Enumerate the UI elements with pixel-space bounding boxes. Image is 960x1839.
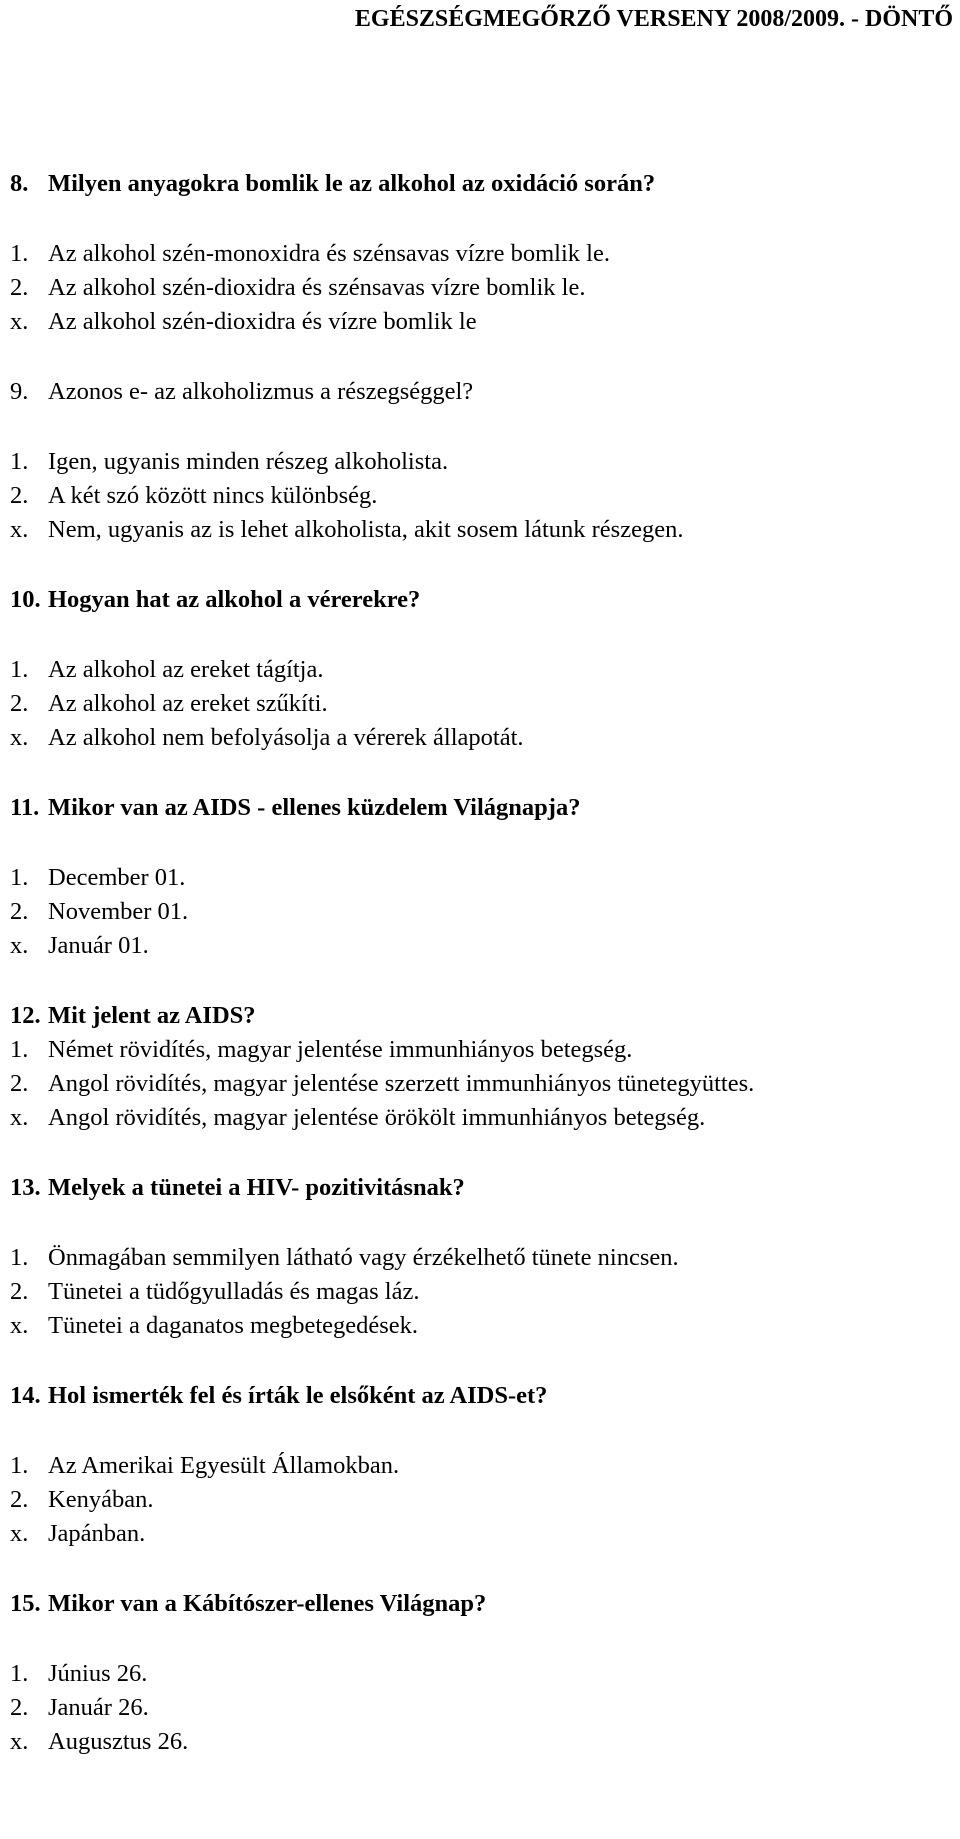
question-number: 14. xyxy=(10,1382,41,1409)
answer-key: 1. xyxy=(10,864,29,891)
answer-key: 1. xyxy=(10,448,29,475)
answer-8-x xyxy=(10,308,477,336)
answer-12-x xyxy=(10,1104,705,1132)
answer-text: Január 01. xyxy=(48,932,149,959)
question-10 xyxy=(10,586,420,614)
answer-15-1 xyxy=(10,1660,147,1688)
answer-key: 1. xyxy=(10,1244,29,1271)
answer-text: Az alkohol szén-dioxidra és szénsavas vízre bomlik le. xyxy=(48,274,586,301)
answer-9-x xyxy=(10,516,683,544)
answer-text: Angol rövidítés, magyar jelentése örökölt immunhiányos betegség. xyxy=(48,1104,706,1131)
answer-key: 1. xyxy=(10,656,29,683)
question-12 xyxy=(10,1002,256,1030)
answer-12-2 xyxy=(10,1070,754,1098)
answer-key: x. xyxy=(10,1728,29,1755)
answer-key: x. xyxy=(10,932,29,959)
answer-10-x xyxy=(10,724,524,752)
answer-13-x xyxy=(10,1312,418,1340)
answer-key: 2. xyxy=(10,482,29,509)
question-number: 15. xyxy=(10,1590,41,1617)
question-text: Hol ismerték fel és írták le elsőként az AIDS-et? xyxy=(48,1382,548,1409)
question-text: Milyen anyagokra bomlik le az alkohol az oxidáció során? xyxy=(48,170,656,197)
answer-text: December 01. xyxy=(48,864,186,891)
answer-key: x. xyxy=(10,516,29,543)
question-number: 8. xyxy=(10,170,29,197)
answer-key: x. xyxy=(10,308,29,335)
question-text: Melyek a tünetei a HIV- pozitivitásnak? xyxy=(48,1174,465,1201)
question-13 xyxy=(10,1174,465,1202)
answer-text: Igen, ugyanis minden részeg alkoholista. xyxy=(48,448,449,475)
question-number: 12. xyxy=(10,1002,41,1029)
answer-8-2 xyxy=(10,274,585,302)
answer-text: Japánban. xyxy=(48,1520,146,1547)
answer-11-x xyxy=(10,932,149,960)
answer-8-1 xyxy=(10,240,610,268)
answer-9-1 xyxy=(10,448,448,476)
answer-key: x. xyxy=(10,724,29,751)
answer-text: Német rövidítés, magyar jelentése immunhiányos betegség. xyxy=(48,1036,633,1063)
answer-text: Angol rövidítés, magyar jelentése szerzett immunhiányos tünetegyüttes. xyxy=(48,1070,755,1097)
answer-text: Önmagában semmilyen látható vagy érzékelhető tünete nincsen. xyxy=(48,1244,679,1271)
answer-text: Az alkohol az ereket szűkíti. xyxy=(48,690,328,717)
answer-text: Nem, ugyanis az is lehet alkoholista, akit sosem látunk részegen. xyxy=(48,516,684,543)
answer-15-x xyxy=(10,1728,188,1756)
answer-14-2 xyxy=(10,1486,153,1514)
answer-key: x. xyxy=(10,1312,29,1339)
question-number: 9. xyxy=(10,378,29,405)
answer-key: 2. xyxy=(10,1694,29,1721)
answer-text: Az Amerikai Egyesült Államokban. xyxy=(48,1452,400,1479)
answer-key: 2. xyxy=(10,274,29,301)
answer-key: x. xyxy=(10,1104,29,1131)
answer-14-x xyxy=(10,1520,145,1548)
answer-key: 2. xyxy=(10,1278,29,1305)
answer-12-1 xyxy=(10,1036,632,1064)
question-text: Mit jelent az AIDS? xyxy=(48,1002,256,1029)
answer-13-2 xyxy=(10,1278,419,1306)
answer-text: Kenyában. xyxy=(48,1486,154,1513)
question-8 xyxy=(10,170,655,198)
answer-text: Az alkohol szén-monoxidra és szénsavas vízre bomlik le. xyxy=(48,240,610,267)
answer-11-2 xyxy=(10,898,188,926)
answer-10-1 xyxy=(10,656,324,684)
answer-text: Január 26. xyxy=(48,1694,149,1721)
answer-key: 2. xyxy=(10,690,29,717)
answer-9-2 xyxy=(10,482,377,510)
question-11 xyxy=(10,794,580,822)
question-text: Mikor van a Kábítószer-ellenes Világnap? xyxy=(48,1590,487,1617)
answer-text: Az alkohol szén-dioxidra és vízre bomlik le xyxy=(48,308,477,335)
question-9 xyxy=(10,378,473,406)
answer-key: x. xyxy=(10,1520,29,1547)
page-header: EGÉSZSÉGMEGŐRZŐ VERSENY 2008/2009. - DÖNTŐ xyxy=(354,6,953,32)
question-number: 10. xyxy=(10,586,41,613)
question-text: Hogyan hat az alkohol a vérerekre? xyxy=(48,586,421,613)
answer-text: Június 26. xyxy=(48,1660,148,1687)
answer-text: Tünetei a daganatos megbetegedések. xyxy=(48,1312,419,1339)
answer-key: 2. xyxy=(10,1070,29,1097)
question-text: Mikor van az AIDS - ellenes küzdelem Világnapja? xyxy=(48,794,581,821)
answer-text: Az alkohol az ereket tágítja. xyxy=(48,656,324,683)
question-14 xyxy=(10,1382,547,1410)
answer-text: November 01. xyxy=(48,898,189,925)
answer-key: 1. xyxy=(10,1452,29,1479)
answer-15-2 xyxy=(10,1694,149,1722)
answer-key: 1. xyxy=(10,1660,29,1687)
question-text: Azonos e- az alkoholizmus a részegséggel? xyxy=(48,378,474,405)
question-number: 13. xyxy=(10,1174,41,1201)
answer-key: 2. xyxy=(10,898,29,925)
answer-text: Tünetei a tüdőgyulladás és magas láz. xyxy=(48,1278,420,1305)
answer-13-1 xyxy=(10,1244,679,1272)
answer-key: 2. xyxy=(10,1486,29,1513)
question-number: 11. xyxy=(10,794,40,821)
answer-text: Augusztus 26. xyxy=(48,1728,189,1755)
answer-text: Az alkohol nem befolyásolja a vérerek állapotát. xyxy=(48,724,524,751)
question-15 xyxy=(10,1590,486,1618)
answer-text: A két szó között nincs különbség. xyxy=(48,482,378,509)
answer-key: 1. xyxy=(10,1036,29,1063)
answer-11-1 xyxy=(10,864,185,892)
answer-key: 1. xyxy=(10,240,29,267)
answer-10-2 xyxy=(10,690,328,718)
answer-14-1 xyxy=(10,1452,399,1480)
